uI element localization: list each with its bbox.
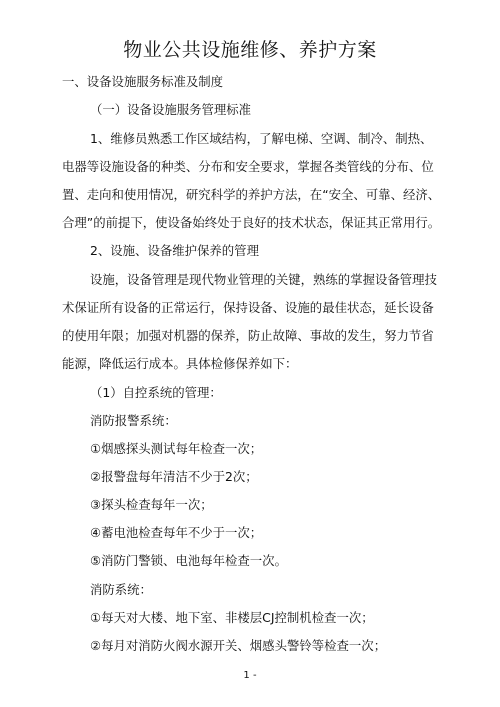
- section-heading: 一、设备设施服务标准及制度: [62, 74, 224, 89]
- list-item: ④蓄电池检查每年不少于一次；: [90, 525, 263, 540]
- system-label: 消防系统：: [90, 582, 152, 597]
- paragraph-line: 的使用年限；加强对机器的保养，防止故障、事故的发生，努力节省: [62, 328, 434, 343]
- subsection-heading: （一）设备设施服务管理标准: [90, 102, 252, 117]
- paragraph-line: 设施，设备管理是现代物业管理的关键，熟练的掌握设备管理技: [90, 272, 437, 287]
- item-heading: （1）自控系统的管理：: [90, 385, 222, 400]
- list-item: ③探头检查每年一次；: [90, 497, 213, 512]
- paragraph-line: 能源，降低运行成本。具体检修保养如下：: [62, 356, 298, 371]
- paragraph-line: 1、维修员熟悉工作区域结构，了解电梯、空调、制冷、制热、: [90, 131, 433, 146]
- page-number: 1 -: [243, 670, 257, 681]
- list-item: ①每天对大楼、地下室、非楼层CJ控制机检查一次；: [90, 610, 374, 625]
- numbered-heading: 2、设施、设备维护保养的管理: [90, 243, 259, 258]
- paragraph-line: 置、走向和使用情况，研究科学的养护方法，在“安全、可靠、经济、: [62, 187, 441, 202]
- paragraph-line: 电器等设施设备的种类、分布和安全要求，掌握各类管线的分布、位: [62, 159, 434, 174]
- paragraph-line: 合理”的前提下，使设备始终处于良好的技术状态，保证其正常用行。: [62, 215, 441, 230]
- list-item: ①烟感探头测试每年检查一次；: [90, 441, 263, 456]
- paragraph-line: 术保证所有设备的正常运行，保持设备、设施的最佳状态，延长设备: [62, 300, 434, 315]
- list-item: ②每月对消防火阀水源开关、烟感头警铃等检查一次；: [90, 638, 387, 653]
- list-item: ⑤消防门警锁、电池每年检查一次。: [90, 553, 287, 568]
- document-title: 物业公共设施维修、养护方案: [123, 39, 377, 61]
- list-item: ②报警盘每年清洁不少于2次；: [90, 469, 258, 484]
- system-label: 消防报警系统：: [90, 413, 177, 428]
